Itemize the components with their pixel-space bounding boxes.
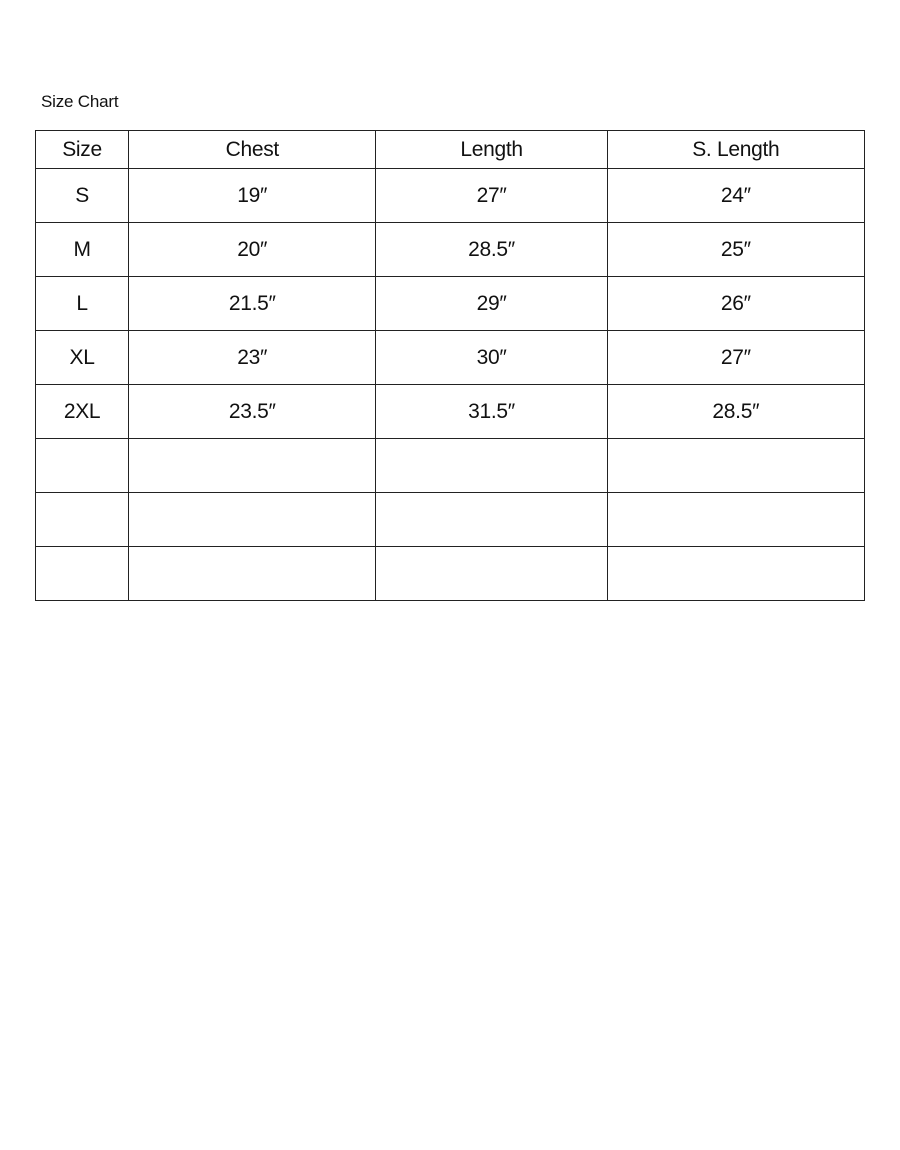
cell-chest: 23.5″ [129, 385, 376, 439]
cell-size [36, 439, 129, 493]
cell-s-length [607, 493, 864, 547]
cell-length: 30″ [376, 331, 607, 385]
cell-chest [129, 439, 376, 493]
cell-s-length: 28.5″ [607, 385, 864, 439]
cell-chest [129, 493, 376, 547]
cell-s-length [607, 439, 864, 493]
cell-size [36, 547, 129, 601]
cell-size: S [36, 169, 129, 223]
table-header-row [36, 131, 865, 169]
cell-length [376, 547, 607, 601]
cell-s-length: 25″ [607, 223, 864, 277]
cell-length [376, 439, 607, 493]
cell-chest: 20″ [129, 223, 376, 277]
table-row [36, 169, 865, 223]
cell-length: 27″ [376, 169, 607, 223]
table-row [36, 331, 865, 385]
cell-size [36, 493, 129, 547]
cell-size: XL [36, 331, 129, 385]
cell-s-length [607, 547, 864, 601]
table-row [36, 439, 865, 493]
cell-size: 2XL [36, 385, 129, 439]
cell-chest: 21.5″ [129, 277, 376, 331]
cell-length: 31.5″ [376, 385, 607, 439]
table-row [36, 493, 865, 547]
table-row [36, 277, 865, 331]
header-size: Size [36, 131, 129, 169]
page-title: Size Chart [41, 92, 119, 111]
cell-s-length: 24″ [607, 169, 864, 223]
cell-chest [129, 547, 376, 601]
header-length: Length [376, 131, 607, 169]
table-row [36, 385, 865, 439]
cell-chest: 19″ [129, 169, 376, 223]
cell-chest: 23″ [129, 331, 376, 385]
cell-size: M [36, 223, 129, 277]
cell-s-length: 27″ [607, 331, 864, 385]
cell-size: L [36, 277, 129, 331]
cell-length [376, 493, 607, 547]
table-row [36, 547, 865, 601]
cell-length: 28.5″ [376, 223, 607, 277]
header-s-length: S. Length [607, 131, 864, 169]
cell-s-length: 26″ [607, 277, 864, 331]
cell-length: 29″ [376, 277, 607, 331]
size-chart-table [35, 130, 865, 601]
header-chest: Chest [129, 131, 376, 169]
table-row [36, 223, 865, 277]
